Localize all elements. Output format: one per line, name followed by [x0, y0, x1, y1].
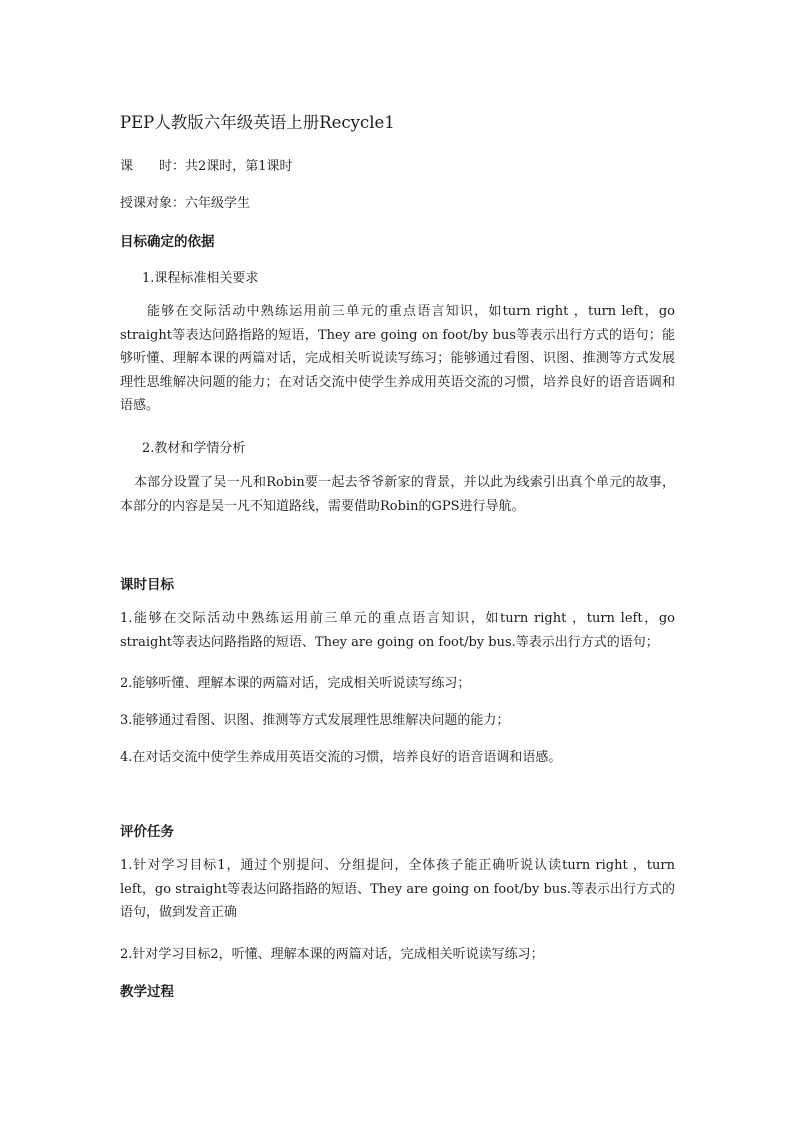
- document-title: PEP人教版六年级英语上册Recycle1: [120, 113, 395, 132]
- subheading-analysis: 2.教材和学情分析: [142, 441, 246, 456]
- objective-item-4: 4.在对话交流中使学生养成用英语交流的习惯，培养良好的语音语调和语感。: [120, 750, 562, 765]
- section-heading-objectives: 课时目标: [120, 577, 174, 593]
- section-heading-process: 教学过程: [120, 984, 174, 1000]
- paragraph-analysis: 本部分设置了吴一凡和Robin要一起去爷爷新家的背景，并以此为线索引出真个单元的故事，本部分的内容是吴一凡不知道路线，需要借助Robin的GPS进行导航。: [120, 475, 675, 514]
- subheading-curriculum: 1.课程标准相关要求: [142, 271, 259, 286]
- objective-item-1: 1.能够在交际活动中熟练运用前三单元的重点语言知识，如turn right ，turn left，go straight等表达问路指路的短语、They are going on foot/by bus.等表示出行方式的语句；: [120, 611, 675, 650]
- assessment-item-1: 1.针对学习目标1，通过个别提问、分组提问，全体孩子能正确听说认读turn right ，turn left，go straight等表达问路指路的短语、They are going on foot/by bus.等表示出行方式的语句，做到发音正确: [120, 858, 675, 920]
- section-heading-basis: 目标确定的依据: [120, 234, 215, 250]
- periods-line: 课 时：共2课时，第1课时: [120, 159, 293, 174]
- audience-line: 授课对象：六年级学生: [120, 196, 251, 211]
- assessment-item-2: 2.针对学习目标2，听懂、理解本课的两篇对话，完成相关听说读写练习；: [120, 947, 544, 962]
- objective-item-2: 2.能够听懂、理解本课的两篇对话，完成相关听说读写练习；: [120, 676, 471, 691]
- section-heading-assessment: 评价任务: [120, 824, 174, 840]
- paragraph-curriculum: 能够在交际活动中熟练运用前三单元的重点语言知识，如turn right ，turn left，go straight等表达问路指路的短语，They are going on foot/by bus等表示出行方式的语句；能够听懂、理解本课的两篇对话，完成相关听说读写练习；能够通过看图、识图、推测等方式发展理性思维解决问题的能力；在对话交流中使学生养成用英语交流的习惯，培养良好的语音语调和语感。: [120, 304, 675, 413]
- objective-item-3: 3.能够通过看图、识图、推测等方式发展理性思维解决问题的能力；: [120, 713, 510, 728]
